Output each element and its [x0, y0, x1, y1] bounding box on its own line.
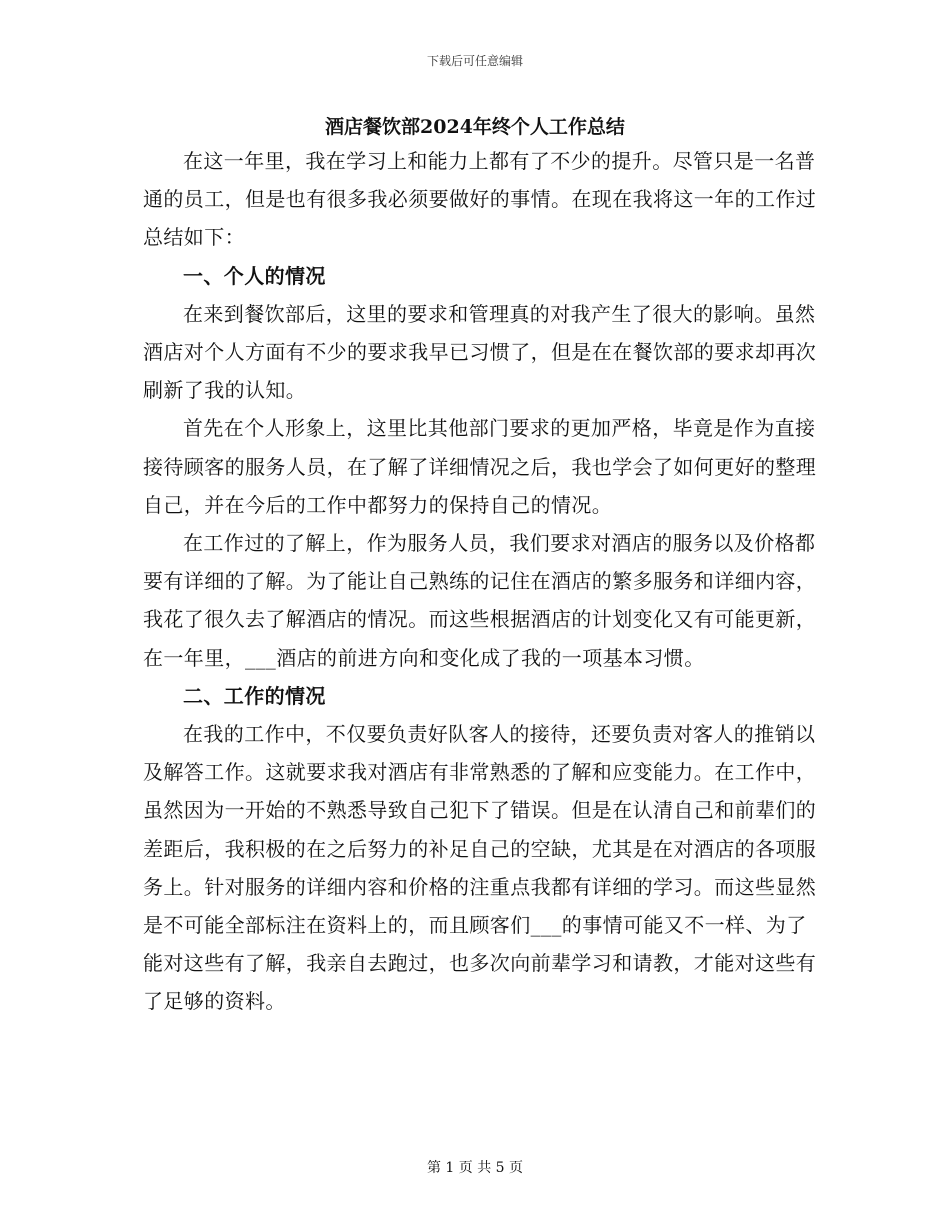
- page-number-footer: 第 1 页 共 5 页: [426, 1160, 524, 1176]
- page-header-note: 下载后可任意编辑: [426, 54, 523, 68]
- document-body: [143, 142, 823, 1021]
- section-heading-work: 二、工作的情况: [183, 683, 326, 708]
- paragraph: 首先在个人形象上，这里比其他部门要求的更加严格，毕竟是作为直接接待顾客的服务人员，在了解了详细情况之后，我也学会了如何更好的整理自己，并在今后的工作中都努力的保持自己的情况。: [143, 416, 817, 517]
- paragraph: 在工作过的了解上，作为服务人员，我们要求对酒店的服务以及价格都要有详细的了解。为了能让自己熟练的记住在酒店的繁多服务和详细内容，我花了很久去了解酒店的情况。而这些根据酒店的计划变化又有可能更新，在一年里，___酒店的前进方向和变化成了我的一项基本习惯。: [143, 531, 817, 670]
- intro-paragraph: 在这一年里，我在学习上和能力上都有了不少的提升。尽管只是一名普通的员工，但是也有很多我必须要做好的事情。在现在我将这一年的工作过总结如下：: [143, 149, 817, 250]
- paragraph: 在我的工作中，不仅要负责好队客人的接待，还要负责对客人的推销以及解答工作。这就要求我对酒店有非常熟悉的了解和应变能力。在工作中，虽然因为一开始的不熟悉导致自己犯下了错误。但是在认清自己和前辈们的差距后，我积极的在之后努力的补足自己的空缺，尤其是在对酒店的各项服务上。针对服务的详细内容和价格的注重点我都有详细的学习。而这些显然是不可能全部标注在资料上的，而且顾客们___的事情可能又不一样、为了能对这些有了解，我亲自去跑过，也多次向前辈学习和请教，才能对这些有了足够的资料。: [143, 722, 817, 1014]
- document-title: 酒店餐饮部2024年终个人工作总结: [325, 116, 625, 138]
- paragraph: 在来到餐饮部后，这里的要求和管理真的对我产生了很大的影响。虽然酒店对个人方面有不少的要求我早已习惯了，但是在在餐饮部的要求却再次刷新了我的认知。: [143, 301, 817, 403]
- section-heading-personal: 一、个人的情况: [183, 263, 326, 288]
